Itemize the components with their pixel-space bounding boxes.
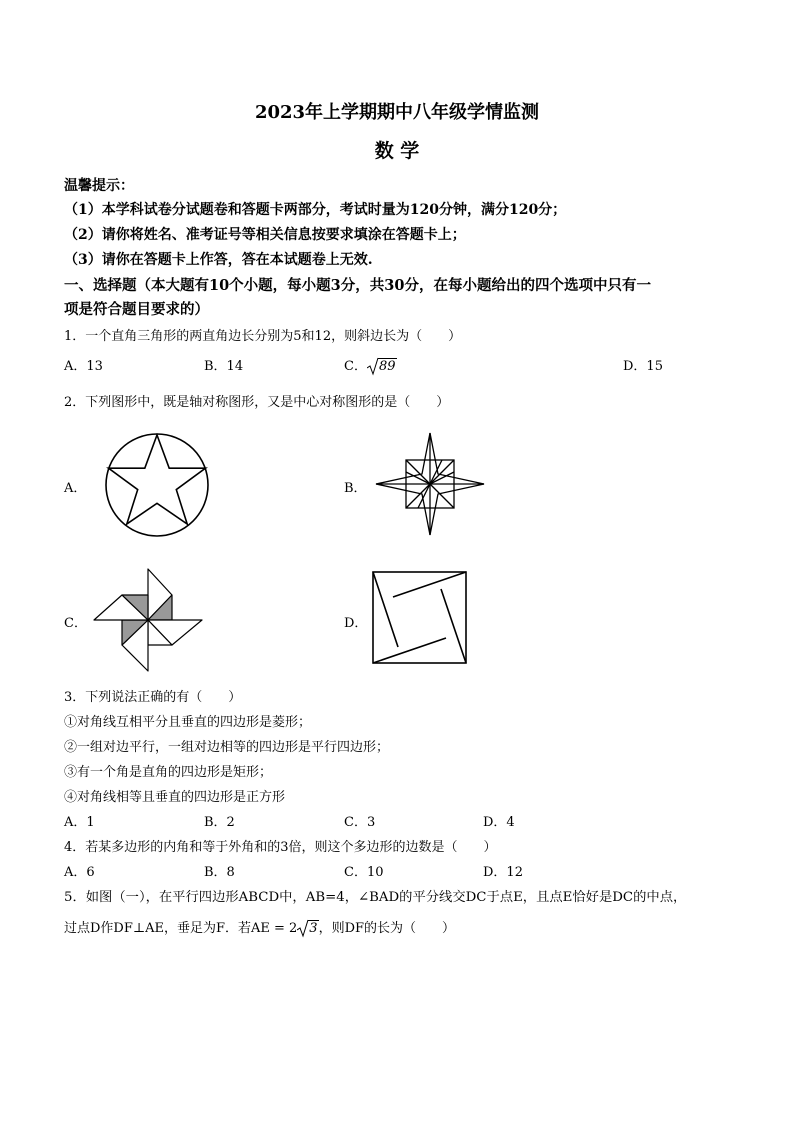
q3-statement-4: ④对角线相等且垂直的四边形是正方形	[64, 790, 286, 805]
q4-stem: 4．若某多边形的内角和等于外角和的3倍，则这个多边形的边数是（ ）	[64, 840, 497, 855]
tips-heading: 温馨提示：	[64, 178, 134, 194]
tip-item-1: （1）本学科试卷分试题卷和答题卡两部分，考试时量为120分钟，满分120分；	[64, 202, 567, 218]
q5-line2-suffix: ，则DF的长为（ ）	[318, 921, 456, 936]
q2-figure-d-square	[372, 571, 468, 665]
q4-option-d: D．12	[483, 865, 523, 880]
q5-radicand: 3	[309, 921, 318, 936]
sqrt-symbol	[367, 358, 397, 374]
q2-figure-b-star	[374, 431, 486, 537]
q3-statement-1: ①对角线互相平分且垂直的四边形是菱形；	[64, 715, 312, 730]
q3-statement-2: ②一组对边平行，一组对边相等的四边形是平行四边形；	[64, 740, 390, 755]
q1-option-c-label: C．	[344, 359, 367, 374]
q3-option-c: C．3	[344, 815, 376, 830]
q4-option-a: A．6	[64, 865, 95, 880]
q2-figure-c-pinwheel	[92, 567, 204, 673]
tip-item-2: （2）请你将姓名、准考证号等相关信息按要求填涂在答题卡上；	[64, 227, 466, 243]
q1-option-b: B．14	[204, 359, 244, 374]
q4-option-b: B．8	[204, 865, 235, 880]
q3-option-b: B．2	[204, 815, 235, 830]
q2-option-c: C．	[64, 616, 87, 631]
q5-line1: 5．如图（一），在平行四边形ABCD中，AB=4，∠BAD的平分线交DC于点E，且点E恰好是DC的中点，	[64, 890, 687, 905]
q1-option-d: D．15	[623, 359, 663, 374]
sqrt-symbol	[297, 920, 318, 936]
q1-option-c-radicand: 89	[378, 359, 396, 374]
q2-option-b: B．	[344, 481, 367, 496]
q2-option-a: A．	[64, 481, 87, 496]
q1-stem: 1．一个直角三角形的两直角边长分别为5和12，则斜边长为（ ）	[64, 329, 462, 344]
q1-option-c	[344, 355, 397, 374]
q5-line2	[64, 917, 455, 936]
q2-option-d: D．	[344, 616, 368, 631]
section-heading-line2: 项是符合题目要求的）	[64, 301, 209, 318]
q3-option-a: A．1	[64, 815, 95, 830]
q3-option-d: D．4	[483, 815, 515, 830]
q2-figure-a-circle-star	[104, 433, 210, 537]
q4-option-c: C．10	[344, 865, 384, 880]
q3-statement-3: ③有一个角是直角的四边形是矩形；	[64, 765, 273, 780]
q5-line2-prefix: 过点D作DF⊥AE，垂足为F．若AE = 2	[64, 921, 298, 936]
q1-option-a: A．13	[64, 359, 103, 374]
page-title: 2023年上学期期中八年级学情监测	[254, 102, 540, 123]
subject-title: 数 学	[374, 140, 420, 162]
q3-stem: 3．下列说法正确的有（ ）	[64, 690, 242, 705]
q2-stem: 2．下列图形中，既是轴对称图形，又是中心对称图形的是（ ）	[64, 395, 450, 410]
tip-item-3: （3）请你在答题卡上作答，答在本试题卷上无效.	[64, 252, 373, 268]
section-heading-line1: 一、选择题（本大题有10个小题，每小题3分，共30分，在每小题给出的四个选项中只有一	[64, 277, 651, 294]
